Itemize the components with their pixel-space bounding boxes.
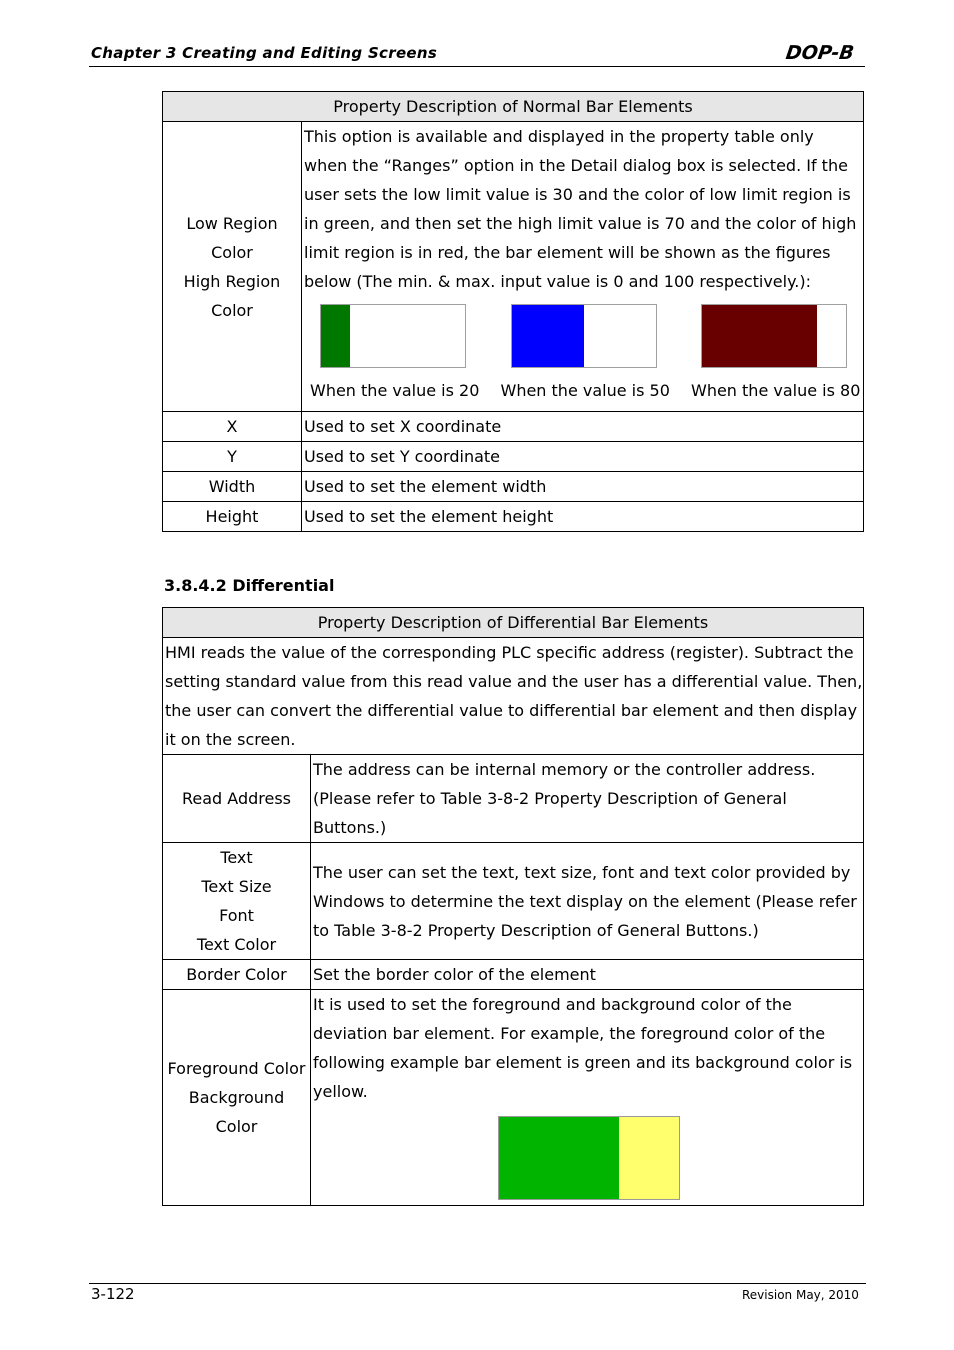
bar-example — [691, 304, 861, 405]
normal-bar-property-table — [162, 91, 864, 532]
bar-example — [310, 304, 480, 405]
bar-example-graphic — [511, 304, 657, 368]
brand-logo: DOP-B — [784, 42, 856, 64]
header-divider — [89, 66, 865, 67]
region-color-description-cell — [302, 122, 864, 412]
x-label: X — [163, 412, 302, 442]
bar-example-caption: When the value is 20 — [310, 381, 480, 400]
height-description: Used to set the element height — [302, 502, 864, 532]
bar-example — [500, 304, 670, 405]
region-color-label: Low Region Color High Region Color — [163, 122, 302, 412]
read-address-label: Read Address — [163, 755, 311, 843]
border-color-description: Set the border color of the element — [311, 960, 864, 990]
bar-example-graphic — [701, 304, 847, 368]
y-label: Y — [163, 442, 302, 472]
text-properties-label: Text Text Size Font Text Color — [163, 843, 311, 960]
bar-examples — [304, 296, 863, 405]
differential-intro: HMI reads the value of the corresponding PLC specific address (register). Subtract the setting standard value from this read value and the user has a differential value. Then, the user can convert the differential value to differential bar element and then display it on the screen. — [163, 638, 864, 755]
background-region — [619, 1117, 679, 1199]
bar-fill — [321, 305, 350, 367]
chapter-title: Chapter 3 Creating and Editing Screens — [91, 44, 438, 62]
section-heading: 3.8.4.2 Differential — [164, 576, 335, 595]
height-label: Height — [163, 502, 302, 532]
bar-example-caption: When the value is 50 — [500, 381, 670, 400]
bar-fill — [512, 305, 584, 367]
y-description: Used to set Y coordinate — [302, 442, 864, 472]
footer-divider — [89, 1283, 866, 1284]
table-title: Property Description of Differential Bar Elements — [163, 608, 864, 638]
width-label: Width — [163, 472, 302, 502]
table-title: Property Description of Normal Bar Elements — [163, 92, 864, 122]
page-number: 3-122 — [91, 1285, 135, 1303]
fg-bg-color-label: Foreground Color Background Color — [163, 990, 311, 1206]
border-color-label: Border Color — [163, 960, 311, 990]
differential-bar-property-table — [162, 607, 864, 1206]
foreground-region — [499, 1117, 619, 1199]
text-properties-description: The user can set the text, text size, font and text color provided by Windows to determine the text display on the element (Please refer to Table 3-8-2 Property Description of General Buttons.) — [311, 843, 864, 960]
read-address-description: The address can be internal memory or the controller address. (Please refer to Table 3-8-2 Property Description of General Buttons.) — [311, 755, 864, 843]
fg-bg-example-bar — [498, 1116, 680, 1200]
bar-example-graphic — [320, 304, 466, 368]
bar-example-caption: When the value is 80 — [691, 381, 861, 400]
x-description: Used to set X coordinate — [302, 412, 864, 442]
bar-fill — [702, 305, 817, 367]
revision-note: Revision May, 2010 — [742, 1288, 859, 1302]
width-description: Used to set the element width — [302, 472, 864, 502]
fg-bg-color-description: It is used to set the foreground and background color of the deviation bar element. For example, the foreground color of the following example bar element is green and its background color is yellow. — [313, 995, 853, 1101]
region-color-description: This option is available and displayed in the property table only when the “Ranges” option in the Detail dialog box is selected. If the user sets the low limit value is 30 and the color of low limit region is in green, and then set the high limit value is 70 and the color of high limit region is in red, the bar element will be shown as the figures below (The min. & max. input value is 0 and 100 respectively.): — [304, 127, 857, 291]
fg-bg-color-cell — [311, 990, 864, 1206]
